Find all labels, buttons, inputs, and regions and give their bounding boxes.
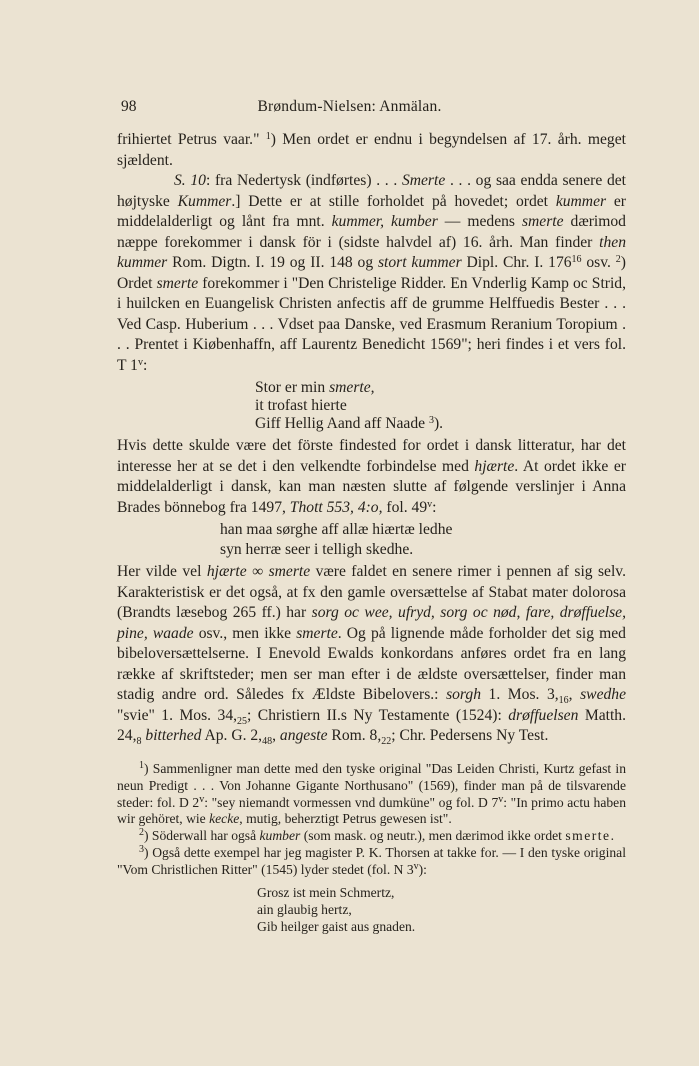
text-italic: kecke (209, 811, 240, 827)
verse-line: Grosz ist mein Schmertz, (257, 884, 395, 900)
text-run: . Og på lignende måde forholder det sig med bibeloversættelserne. I Enevold Ewalds konkordans anføres ordet fra en lang række af skriftsteder; men ser man efter i de ældste oversættelser, finder man stadig andre ord. Således fx Ældste Bibelovers.: (117, 624, 626, 703)
text-italic: then kummer (117, 233, 626, 271)
verse-line: it trofast hierte (255, 397, 347, 414)
text-italic: smerte (521, 213, 564, 230)
text-run: forekommer i "Den Christelige Ridder. En Vnderlig Kamp oc Strid, i huilcken en Euangelisk Christen anfectis aff de grumme Helffuedis Bester . . . Ved Casp. Huberium . . . Vdset paa Danske, ved Erasmum Reranium Toropium . . . Prentet i Kiøbenhaffn, aff Laurentz Benedicht 1569"; heri findes i et vers fol. T 1 (117, 274, 626, 374)
text-run: ): (418, 861, 427, 877)
text-run: ; Christiern II.s Ny Testamente (1524): (247, 706, 509, 724)
paragraph-3 (117, 436, 626, 518)
footnote-1 (117, 761, 626, 828)
running-title: Brøndum-Nielsen: Anmälan. (257, 98, 442, 115)
text-run: Hvis dette skulde være det förste findested for ordet i dansk litteratur, har det interesse her at se det i den velkendte forbindelse med (117, 437, 626, 475)
text-run: : fra Nedertysk (indførtes) . . . (205, 172, 402, 189)
text-italic: bitterhed (145, 727, 202, 744)
superscript: v (427, 498, 433, 510)
footnote-mark: 2 (139, 827, 144, 839)
text-run: 1. Mos. 3, (481, 686, 559, 703)
subscript: 48 (262, 736, 273, 748)
text-run: , mutig, beherztigt Petrus gewesen ist". (239, 811, 452, 827)
text-run: : "In primo actu haben wir gehöret, wie (117, 794, 627, 827)
verse-line: han maa sørghe aff allæ hiærtæ ledhe (220, 521, 453, 538)
text-run: dærimod næppe forekommer i dansk för i (sidste halvdel af) 16. årh. Man finder (117, 213, 626, 251)
subscript: 25 (237, 715, 248, 727)
paragraph-4 (117, 562, 626, 747)
text-run: Her vilde vel (117, 563, 207, 580)
text-run: Ap. G. 2, (201, 727, 263, 744)
text-run: osv. (581, 254, 616, 271)
footnote-mark: 1 (139, 760, 144, 771)
superscript: v (413, 860, 419, 872)
text-run: ) Men ordet er endnu i begyndelsen af 17. årh. meget sjældent. (117, 131, 626, 169)
verse-line (255, 379, 626, 397)
text-italic: kummer (555, 192, 607, 210)
text-spaced: smerte (565, 828, 611, 844)
text-run: Giff Hellig Aand aff Naade (255, 415, 429, 432)
superscript: v (199, 793, 205, 805)
text-italic: drøffuelsen (508, 706, 579, 724)
text-run: fol. 49 (382, 498, 428, 516)
text-run: Rom. Digtn. I. 19 og II. 148 og (167, 254, 378, 271)
text-run: . (610, 828, 614, 844)
subscript: 22 (381, 736, 392, 748)
footnote-ref-2: 2 (615, 254, 621, 265)
text-run: : (142, 356, 148, 374)
text-italic: Thott 553, 4:o, (289, 498, 383, 516)
footnote-verse (117, 884, 626, 935)
text-italic: Smerte (401, 172, 446, 189)
text-italic: stort kummer (377, 254, 462, 271)
superscript: v (498, 793, 504, 805)
text-run: ). (433, 415, 444, 432)
text-italic: sorgh (446, 686, 482, 703)
paragraph-2 (117, 171, 626, 376)
text-italic: hjærte (206, 563, 247, 580)
text-italic: kumber (259, 828, 301, 844)
text-italic: swedhe (580, 686, 626, 703)
verse-line: syn herræ seer i telligh skedhe. (220, 540, 414, 558)
superscript: 16 (571, 254, 582, 265)
text-italic: sorg oc wee, ufryd, sorg oc nød, fare, drøffuelse, pine, waade (117, 604, 626, 642)
verse-quote-1 (117, 379, 626, 433)
text-run: ) Ordet (117, 254, 626, 292)
footnote-3 (117, 845, 626, 879)
main-text (117, 130, 626, 747)
text-run: osv., men ikke (193, 624, 297, 642)
verse-quote-2 (117, 520, 626, 559)
text-run: ) Også dette exempel har jeg magister P. K. Thorsen at takke for. — I den tyske original "Vom Christlichen Ritter" (1545) lyder stedet (fol. N 3 (117, 844, 626, 877)
text-run: . . . og saa endda senere det højtyske (117, 172, 626, 210)
verse-line: ain glaubig hertz, (257, 901, 352, 917)
page-header (0, 98, 699, 120)
text-italic: angeste (279, 727, 328, 744)
text-run: . At ordet ikke er middelalderligt i dansk, kan man næsten slutte af følgende verslinjer i Anna Brades bönnebog fra 1497, (117, 457, 626, 516)
footnote-2 (117, 828, 626, 845)
text-run: : "sey niemandt vormessen vnd dumküne" og fol. D 7 (204, 794, 499, 810)
text-italic: smerte, (329, 379, 375, 396)
page-number: 98 (121, 98, 137, 115)
footnote-ref-1: 1 (265, 131, 271, 142)
subscript: 16 (558, 695, 569, 707)
footnotes (117, 761, 626, 935)
text-italic: hjærte (474, 457, 515, 475)
text-run: frihiertet Petrus vaar." (117, 131, 266, 148)
text-run: : (432, 498, 437, 516)
text-run: Dipl. Chr. I. 176 (461, 254, 572, 271)
text-italic: smerte (268, 563, 311, 580)
text-italic: Kummer (177, 192, 232, 210)
text-italic: smerte (296, 624, 338, 642)
verse-line: Gib heilger gaist aus gnaden. (257, 918, 416, 934)
text-run: "svie" 1. Mos. 34, (117, 706, 238, 724)
verse-line (255, 415, 626, 433)
text-run: ) Sammenligner man dette med den tyske original "Das Leiden Christi, Kurtz gefast in neun Predigt . . . Von Johanne Gigante Northusano" (1569), finder man på de tilsvarende steder: fol. D 2 (117, 761, 626, 810)
text-run: er middelalderligt og lånt fra mnt. (117, 192, 626, 230)
text-italic: smerte (156, 274, 199, 292)
text-run: Rom. 8, (327, 727, 382, 744)
text-italic: S. 10 (174, 172, 206, 189)
superscript: v (137, 356, 143, 368)
subscript: 8 (136, 736, 142, 748)
text-run: Matth. 24, (117, 706, 627, 744)
text-run: ) Söderwall har også (144, 828, 260, 844)
text-run: , (568, 686, 581, 703)
paragraph-1 (117, 130, 626, 171)
text-run: være faldet en senere rimer i pennen af sig selv. Karakteristisk er det også, at fx den gamle oversættelse af Stabat mater dolorosa (Brandts læsebog 265 ff.) har (117, 563, 626, 621)
footnote-mark: 3 (139, 843, 144, 855)
text-run: Stor er min (255, 379, 330, 396)
text-italic: kummer, kumber (331, 213, 438, 230)
text-run: ; Chr. Pedersens Ny Test. (391, 727, 549, 744)
text-run: ∞ (246, 563, 269, 580)
text-run: — medens (437, 213, 522, 230)
text-run: (som mask. og neutr.), men dærimod ikke ordet (300, 828, 566, 844)
text-run: , (272, 727, 280, 744)
footnote-ref-3: 3 (428, 415, 434, 426)
text-run: .] Dette er at stille forholdet på hovedet; ordet (231, 192, 556, 210)
